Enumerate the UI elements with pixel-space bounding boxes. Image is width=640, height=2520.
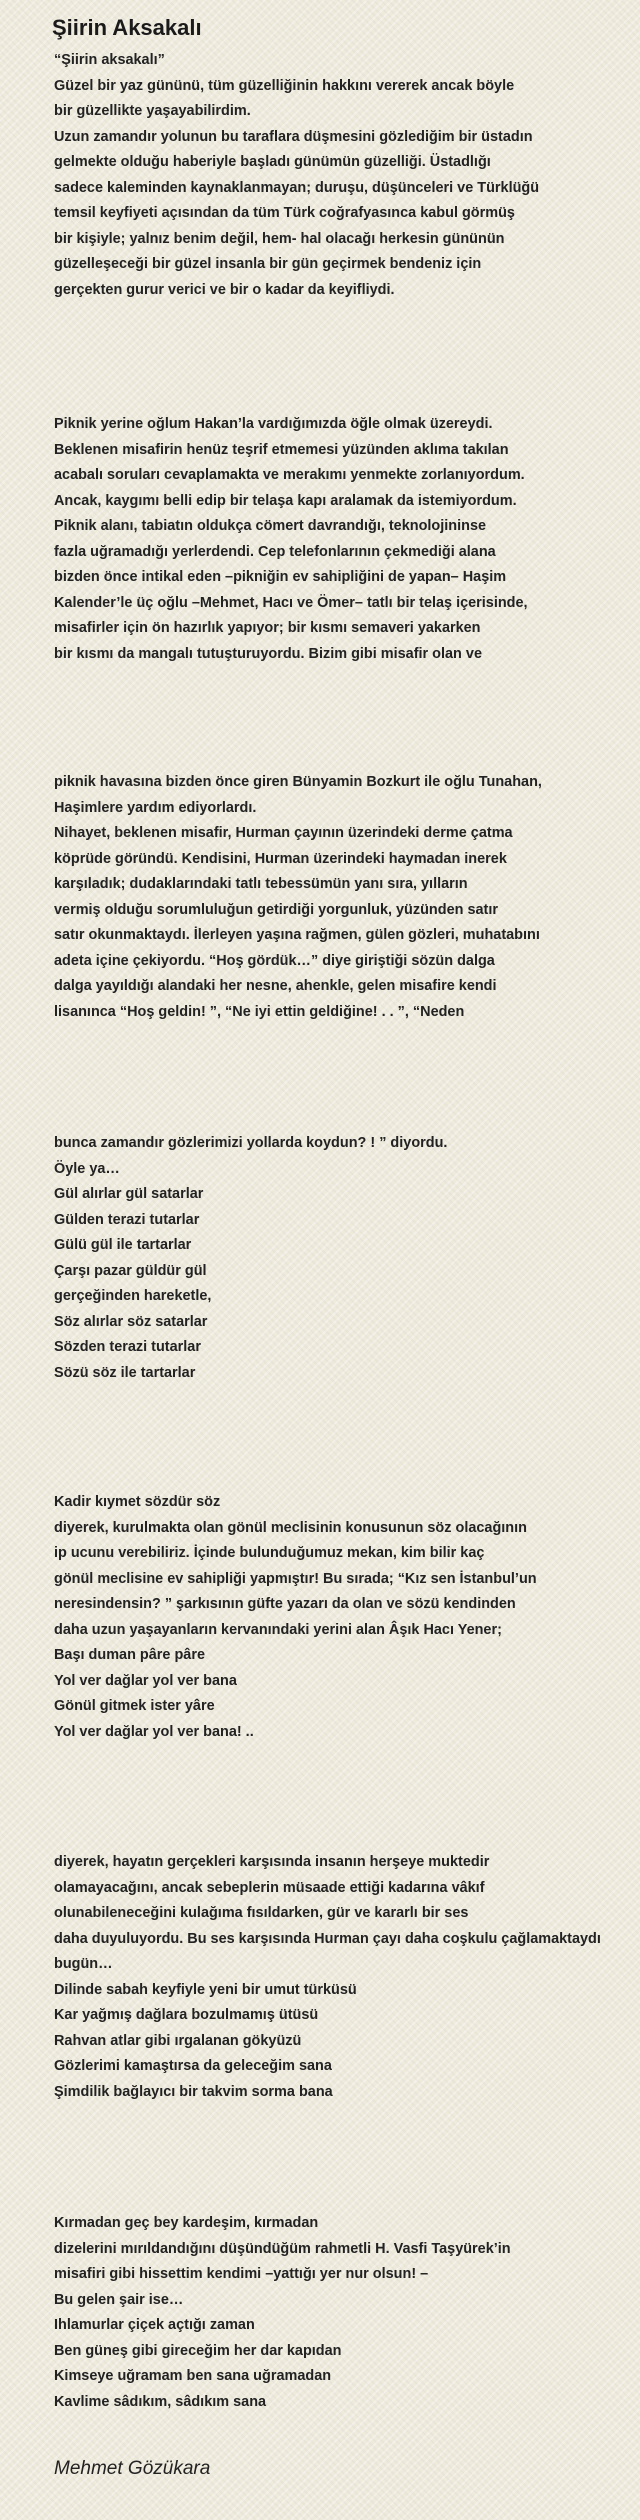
text-line: güzelleşeceği bir güzel insanla bir gün geçirmek bendeniz için <box>54 256 482 272</box>
text-line: Kadir kıymet sözdür söz <box>54 1494 221 1510</box>
text-line: lisanınca “Hoş geldin! ”, “Ne iyi ettin geldiğine! . . ”, “Neden <box>54 1003 465 1020</box>
text-line: Rahvan atlar gibi ırgalanan gökyüzü <box>54 2032 302 2049</box>
text-line: vermiş olduğu sorumluluğun getirdiği yorgunluk, yüzünden satır <box>54 901 498 918</box>
stanza-6 <box>54 1850 640 2105</box>
text-line: gerçeğinden hareketle, <box>54 1288 212 1304</box>
stanza-5 <box>54 1490 640 1745</box>
text-line: dalga yayıldığı alandaki her nesne, ahenkle, gelen misafire kendi <box>54 978 497 994</box>
text-line: Şimdilik bağlayıcı bir takvim sorma bana <box>54 2083 333 2100</box>
text-line: Piknik alanı, tabiatın oldukça cömert davrandığı, teknolojininse <box>54 518 487 534</box>
stanza-7 <box>54 2211 640 2415</box>
text-line: bir güzellikte yaşayabilirdim. <box>54 103 251 119</box>
text-line: Gül alırlar gül satarlar <box>54 1186 204 1202</box>
text-line: Kalender’le üç oğlu –Mehmet, Hacı ve Ömer– tatlı bir telaş içerisinde, <box>54 594 528 611</box>
text-line: fazla uğramadığı yerlerdendi. Cep telefonlarının çekmediği alana <box>54 543 496 560</box>
text-line: bunca zamandır gözlerimizi yollarda koydun? ! ” diyordu. <box>54 1135 448 1151</box>
text-line: misafirler için ön hazırlık yapıyor; bir kısmı semaveri yakarken <box>54 620 481 636</box>
text-line: Kar yağmış dağlara bozulmamış ütüsü <box>54 2007 319 2023</box>
poem-title: Şiirin Aksakalı <box>52 15 202 40</box>
text-line: temsil keyfiyeti açısından da tüm Türk coğrafyasınca kabul görmüş <box>54 205 515 221</box>
text-line: diyerek, hayatın gerçekleri karşısında insanın herşeye muktedir <box>54 1854 490 1870</box>
text-line: adeta içine çekiyordu. “Hoş gördük…” diye giriştiği sözün dalga <box>54 952 495 969</box>
text-line: Ben güneş gibi gireceğim her dar kapıdan <box>54 2342 342 2359</box>
text-line: olunabileneceğini kulağıma fısıldarken, gür ve kararlı bir ses <box>54 1905 469 1921</box>
text-line: Bu gelen şair ise… <box>54 2291 184 2308</box>
text-line: daha uzun yaşayanların kervanındaki yerini alan Âşık Hacı Yener; <box>54 1621 502 1638</box>
text-line: Ihlamurlar çiçek açtığı zaman <box>54 2317 255 2333</box>
text-line: köprüde göründü. Kendisini, Hurman üzerindeki haymadan inerek <box>54 850 507 867</box>
text-line: bir kısmı da mangalı tutuşturuyordu. Bizim gibi misafir olan ve <box>54 645 482 662</box>
text-line: Kavlime sâdıkım, sâdıkım sana <box>54 2393 267 2410</box>
text-line: Yol ver dağlar yol ver bana <box>54 1672 237 1689</box>
text-line: Başı duman pâre pâre <box>54 1647 205 1663</box>
stanza-2 <box>54 412 640 667</box>
text-line: ip ucunu verebiliriz. İçinde bulunduğumuz mekan, kim bilir kaç <box>54 1545 485 1561</box>
text-line: Kimseye uğramam ben sana uğramadan <box>54 2368 332 2384</box>
text-line: Sözden terazi tutarlar <box>54 1339 201 1355</box>
text-line: Söz alırlar söz satarlar <box>54 1313 208 1330</box>
text-line: Uzun zamandır yolunun bu taraflara düşmesini gözlediğim bir üstadın <box>54 128 533 145</box>
text-line: sadece kaleminden kaynaklanmayan; duruşu, düşünceleri ve Türklüğü <box>54 179 540 196</box>
text-line: Beklenen misafirin henüz teşrif etmemesi yüzünden aklıma takılan <box>54 441 509 458</box>
text-line: karşıladık; dudaklarındaki tatlı tebessümün yanı sıra, yılların <box>54 876 468 892</box>
text-line: dizelerini mırıldandığını düşündüğüm rahmetli H. Vasfi Taşyürek’in <box>54 2240 511 2257</box>
text-line: Gülü gül ile tartarlar <box>54 1237 192 1253</box>
text-line: Yol ver dağlar yol ver bana! .. <box>54 1723 254 1740</box>
text-line: satır okunmaktaydı. İlerleyen yaşına rağmen, gülen gözleri, muhatabını <box>54 927 540 943</box>
text-line: bir kişiyle; yalnız benim değil, hem- hal olacağı herkesin gününün <box>54 230 505 247</box>
text-line: Haşimlere yardım ediyorlardı. <box>54 799 257 816</box>
text-line: Ancak, kaygımı belli edip bir telaşa kapı aralamak da istemiyordum. <box>54 492 517 509</box>
text-line: Çarşı pazar güldür gül <box>54 1262 207 1279</box>
text-line: Dilinde sabah keyfiyle yeni bir umut türküsü <box>54 1981 357 1998</box>
author-name: Mehmet Gözükara <box>54 2458 211 2479</box>
text-line: acabalı soruları cevaplamakta ve merakımı yenmekte zorlanıyordum. <box>54 467 525 483</box>
text-line: Öyle ya… <box>54 1160 120 1177</box>
text-line: neresindensin? ” şarkısının güfte yazarı da olan ve sözü kendinden <box>54 1596 516 1612</box>
text-line: gönül meclisine ev sahipliği yapmıştır! Bu sırada; “Kız sen İstanbul’un <box>54 1570 537 1587</box>
text-line: Sözü söz ile tartarlar <box>54 1364 196 1381</box>
text-line: misafiri gibi hissettim kendimi –yattığı yer nur olsun! – <box>54 2266 429 2282</box>
stanza-3 <box>54 770 640 1025</box>
text-line: daha duyuluyordu. Bu ses karşısında Hurman çayı daha coşkulu çağlamaktaydı <box>54 1930 601 1947</box>
text-line: Nihayet, beklenen misafir, Hurman çayının üzerindeki derme çatma <box>54 825 513 841</box>
text-line: gerçekten gurur verici ve bir o kadar da keyifliydi. <box>54 281 395 298</box>
text-line: gelmekte olduğu haberiyle başladı günümün güzelliği. Üstadlığı <box>54 154 491 170</box>
text-line: Gözlerimi kamaştırsa da geleceğim sana <box>54 2058 332 2074</box>
text-line: Gönül gitmek ister yâre <box>54 1698 215 1714</box>
text-line: olamayacağını, ancak sebeplerin müsaade ettiği kadarına vâkıf <box>54 1879 485 1896</box>
text-line: “Şiirin aksakalı” <box>54 52 165 68</box>
text-line: Gülden terazi tutarlar <box>54 1211 200 1228</box>
stanza-4 <box>54 1131 640 1386</box>
text-line: diyerek, kurulmakta olan gönül meclisinin konusunun söz olacağının <box>54 1519 527 1536</box>
text-line: piknik havasına bizden önce giren Bünyamin Bozkurt ile oğlu Tunahan, <box>54 774 542 790</box>
text-line: Piknik yerine oğlum Hakan’la vardığımızda öğle olmak üzereydi. <box>54 416 493 432</box>
text-line: Kırmadan geç bey kardeşim, kırmadan <box>54 2215 319 2231</box>
stanza-1 <box>54 48 640 303</box>
text-line: bizden önce intikal eden –pikniğin ev sahipliğini de yapan– Haşim <box>54 569 507 585</box>
text-line: Güzel bir yaz gününü, tüm güzelliğinin hakkını vererek ancak böyle <box>54 77 515 94</box>
text-line: bugün… <box>54 1956 113 1972</box>
